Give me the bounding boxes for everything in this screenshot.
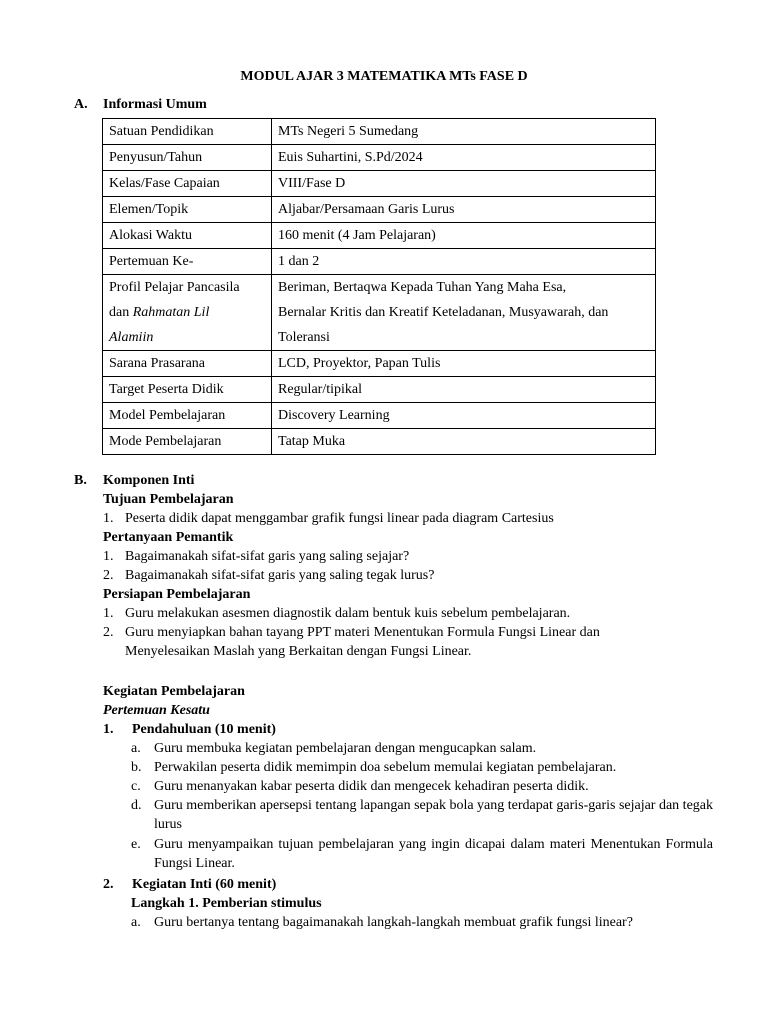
list-marker: d. [131, 798, 142, 813]
section-a-title: Informasi Umum [103, 97, 207, 112]
table-row [103, 119, 656, 145]
info-key: Penyusun/Tahun [103, 145, 272, 171]
section-a-heading [74, 95, 207, 114]
list-marker: c. [131, 779, 141, 794]
info-key: Sarana Prasarana [103, 351, 272, 377]
persiapan-heading: Persiapan Pembelajaran [103, 587, 251, 602]
table-row [103, 377, 656, 403]
list-item [131, 758, 713, 777]
info-key: Mode Pembelajaran [103, 429, 272, 455]
step-number: 2. [103, 877, 114, 892]
table-row [103, 197, 656, 223]
list-item [131, 739, 713, 758]
kegiatan-heading: Kegiatan Pembelajaran [103, 684, 245, 699]
info-value: Tatap Muka [272, 429, 656, 455]
step-number: 1. [103, 722, 114, 737]
section-b-title: Komponen Inti [103, 473, 195, 488]
list-item [131, 796, 713, 834]
info-key: Kelas/Fase Capaian [103, 171, 272, 197]
list-number: 1. [103, 606, 114, 621]
info-value: Aljabar/Persamaan Garis Lurus [272, 197, 656, 223]
list-text: Guru menyampaikan tujuan pembelajaran yang ingin dicapai dalam materi Menentukan Formula Fungsi Linear. [154, 837, 713, 871]
list-marker: a. [131, 915, 141, 930]
list-item [103, 566, 663, 585]
list-item [131, 835, 713, 873]
info-value-line: Beriman, Bertaqwa Kepada Tuhan Yang Maha Esa, [278, 280, 567, 295]
info-value: LCD, Proyektor, Papan Tulis [272, 351, 656, 377]
info-value: Discovery Learning [272, 403, 656, 429]
list-item [131, 913, 713, 932]
list-text: Guru menyiapkan bahan tayang PPT materi Menentukan Formula Fungsi Linear dan Menyelesaikan Maslah yang Berkaitan dengan Fungsi Linear. [125, 625, 600, 659]
list-marker: e. [131, 837, 141, 852]
table-row [103, 223, 656, 249]
info-key-line: Alamiin [109, 330, 154, 345]
info-value: VIII/Fase D [272, 171, 656, 197]
page-title: MODUL AJAR 3 MATEMATIKA MTs FASE D [240, 69, 528, 84]
table-row [103, 351, 656, 377]
list-text: Guru melakukan asesmen diagnostik dalam bentuk kuis sebelum pembelajaran. [125, 606, 571, 621]
info-value: Regular/tipikal [272, 377, 656, 403]
info-key [103, 275, 272, 351]
info-key: Target Peserta Didik [103, 377, 272, 403]
list-number: 1. [103, 549, 114, 564]
info-value: 1 dan 2 [272, 249, 656, 275]
table-row [103, 145, 656, 171]
list-item [131, 777, 713, 796]
section-b-letter: B. [74, 473, 87, 488]
table-row [103, 275, 656, 351]
info-key: Alokasi Waktu [103, 223, 272, 249]
table-row [103, 249, 656, 275]
pertanyaan-heading: Pertanyaan Pemantik [103, 530, 234, 545]
list-text: Perwakilan peserta didik memimpin doa sebelum memulai kegiatan pembelajaran. [154, 760, 617, 775]
section-b-heading [74, 471, 194, 490]
pendahuluan-heading [103, 720, 276, 739]
list-item [103, 623, 643, 661]
info-value: 160 menit (4 Jam Pelajaran) [272, 223, 656, 249]
info-key-part: Rahmatan Lil [132, 305, 210, 320]
info-value: MTs Negeri 5 Sumedang [272, 119, 656, 145]
list-text: Guru menanyakan kabar peserta didik dan mengecek kehadiran peserta didik. [154, 779, 589, 794]
list-text: Guru membuka kegiatan pembelajaran dengan mengucapkan salam. [154, 741, 537, 756]
list-text: Peserta didik dapat menggambar grafik fungsi linear pada diagram Cartesius [125, 511, 554, 526]
info-key-line [109, 300, 265, 325]
inti-heading [103, 875, 276, 894]
info-key: Pertemuan Ke- [103, 249, 272, 275]
list-item [103, 509, 663, 528]
meeting-heading: Pertemuan Kesatu [103, 703, 210, 718]
list-text: Bagaimanakah sifat-sifat garis yang saling sejajar? [125, 549, 410, 564]
table-row [103, 403, 656, 429]
tujuan-heading: Tujuan Pembelajaran [103, 492, 234, 507]
list-marker: a. [131, 741, 141, 756]
list-text: Bagaimanakah sifat-sifat garis yang saling tegak lurus? [125, 568, 435, 583]
info-value-line: Bernalar Kritis dan Kreatif Keteladanan, Musyawarah, dan [278, 305, 609, 320]
list-number: 2. [103, 625, 114, 640]
list-number: 2. [103, 568, 114, 583]
info-key-part: dan [109, 305, 130, 320]
list-text: Guru memberikan apersepsi tentang lapangan sepak bola yang terdapat garis-garis sejajar dan tegak lurus [154, 798, 714, 832]
list-item [103, 604, 663, 623]
info-key-line: Profil Pelajar Pancasila [109, 280, 240, 295]
info-value-line: Toleransi [278, 330, 330, 345]
info-key: Model Pembelajaran [103, 403, 272, 429]
info-value: Euis Suhartini, S.Pd/2024 [272, 145, 656, 171]
table-row [103, 429, 656, 455]
step-title: Kegiatan Inti (60 menit) [132, 877, 277, 892]
step-title: Pendahuluan (10 menit) [132, 722, 276, 737]
list-marker: b. [131, 760, 142, 775]
step-subheading: Langkah 1. Pemberian stimulus [131, 896, 322, 911]
info-key: Elemen/Topik [103, 197, 272, 223]
list-text: Guru bertanya tentang bagaimanakah langkah-langkah membuat grafik fungsi linear? [154, 915, 633, 930]
section-a-letter: A. [74, 97, 88, 112]
list-item [103, 547, 663, 566]
info-value [272, 275, 656, 351]
info-key: Satuan Pendidikan [103, 119, 272, 145]
info-table [102, 118, 656, 455]
list-number: 1. [103, 511, 114, 526]
table-row [103, 171, 656, 197]
